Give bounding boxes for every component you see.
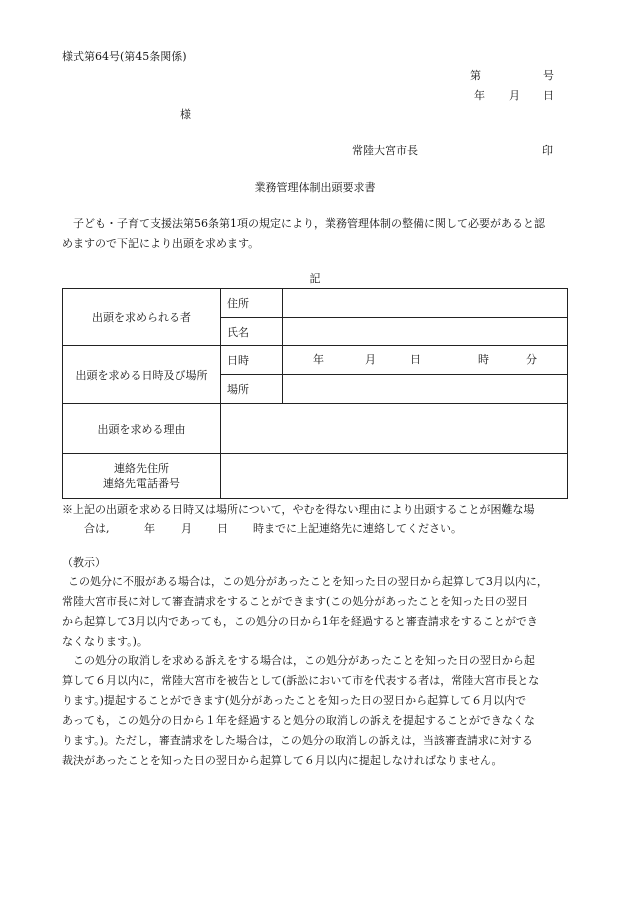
dt-year: 年 <box>313 353 324 366</box>
document-title: 業務管理体制出頭要求書 <box>254 181 376 194</box>
request-table <box>62 288 568 499</box>
instruction-line: ります。)。ただし，審査請求をした場合は，この処分の取消しの訴えは，当該審査請求に対する <box>62 734 533 747</box>
contact-phone-label: 連絡先電話番号 <box>103 477 180 490</box>
instruction-line: なくなります。)。 <box>62 635 148 648</box>
name-label: 氏名 <box>221 318 283 346</box>
datetime-field[interactable] <box>283 346 568 375</box>
datetime-label: 日時 <box>221 346 283 375</box>
instruction-line: から起算して3月以内であっても，この処分の日から1年を経過すると審査請求をすることができ <box>62 615 538 628</box>
instruction-line: 常陸大宮市長に対して審査請求をすることができます(この処分があったことを知った日の翌日 <box>62 595 529 608</box>
contact-label <box>63 454 221 499</box>
place-field[interactable] <box>283 375 568 404</box>
dt-minute: 分 <box>526 353 537 366</box>
date-year-label: 年 <box>474 89 485 102</box>
instruction-line: あっても，この処分の日から１年を経過すると処分の取消しの訴えを提起することができなくな <box>62 714 535 727</box>
dt-month: 月 <box>365 353 376 366</box>
instruction-line: この処分に不服がある場合は，この処分があったことを知った日の翌日から起算して3月以内に， <box>68 575 548 588</box>
address-label: 住所 <box>221 289 283 318</box>
datetime-place-label: 出頭を求める日時及び場所 <box>63 346 221 404</box>
dt-day: 日 <box>410 353 421 366</box>
note-line-2-day: 日 <box>217 522 228 535</box>
instruction-line: ります。)提起することができます(処分があったことを知った日の翌日から起算して６月以内で <box>62 694 527 707</box>
date-day-label: 日 <box>543 89 554 102</box>
address-field[interactable] <box>283 289 568 318</box>
note-line-1: ※上記の出頭を求める日時又は場所について，やむを得ない理由により出頭することが困難な場 <box>62 503 535 516</box>
instruction-line: この処分の取消しを求める訴えをする場合は，この処分があったことを知った日の翌日から起 <box>73 654 535 667</box>
issuer-name: 常陸大宮市長 <box>352 144 418 157</box>
instruction-line: 算して６月以内に，常陸大宮市を被告として(訴訟において市を代表する者は，常陸大宮市長とな <box>62 674 540 687</box>
addressee-suffix: 様 <box>180 108 191 121</box>
instruction-paragraph-1 <box>62 572 568 652</box>
instruction-line: 裁決があったことを知った日の翌日から起算して６月以内に提起しなければなりません。 <box>62 754 503 767</box>
seal-mark: 印 <box>542 144 553 157</box>
contact-field[interactable] <box>221 454 568 499</box>
dt-hour: 時 <box>478 353 489 366</box>
place-label: 場所 <box>221 375 283 404</box>
form-number: 様式第64号(第45条関係) <box>62 50 187 63</box>
note-line-2-year: 年 <box>144 522 155 535</box>
intro-line: めますので下記により出頭を求めます。 <box>62 237 260 250</box>
name-field[interactable] <box>283 318 568 346</box>
contact-address-label: 連絡先住所 <box>114 462 169 475</box>
instruction-paragraph-2 <box>62 651 568 771</box>
intro-line: 子ども・子育て支援法第56条第1項の規定により，業務管理体制の整備に関して必要があると認 <box>73 217 545 230</box>
intro-paragraph <box>62 214 568 254</box>
instruction-heading: （教示） <box>62 556 106 569</box>
person-label: 出頭を求められる者 <box>63 289 221 346</box>
doc-number-prefix: 第 <box>470 69 481 82</box>
note-line-2-month: 月 <box>181 522 192 535</box>
date-month-label: 月 <box>509 89 520 102</box>
note-line-2-prefix: 合は, <box>84 522 110 535</box>
note-line-2-suffix: 時までに上記連絡先に連絡してください。 <box>253 522 462 535</box>
ki-heading: 記 <box>309 272 321 285</box>
reason-field[interactable] <box>221 404 568 454</box>
doc-number-suffix: 号 <box>543 69 554 82</box>
reason-label: 出頭を求める理由 <box>63 404 221 454</box>
